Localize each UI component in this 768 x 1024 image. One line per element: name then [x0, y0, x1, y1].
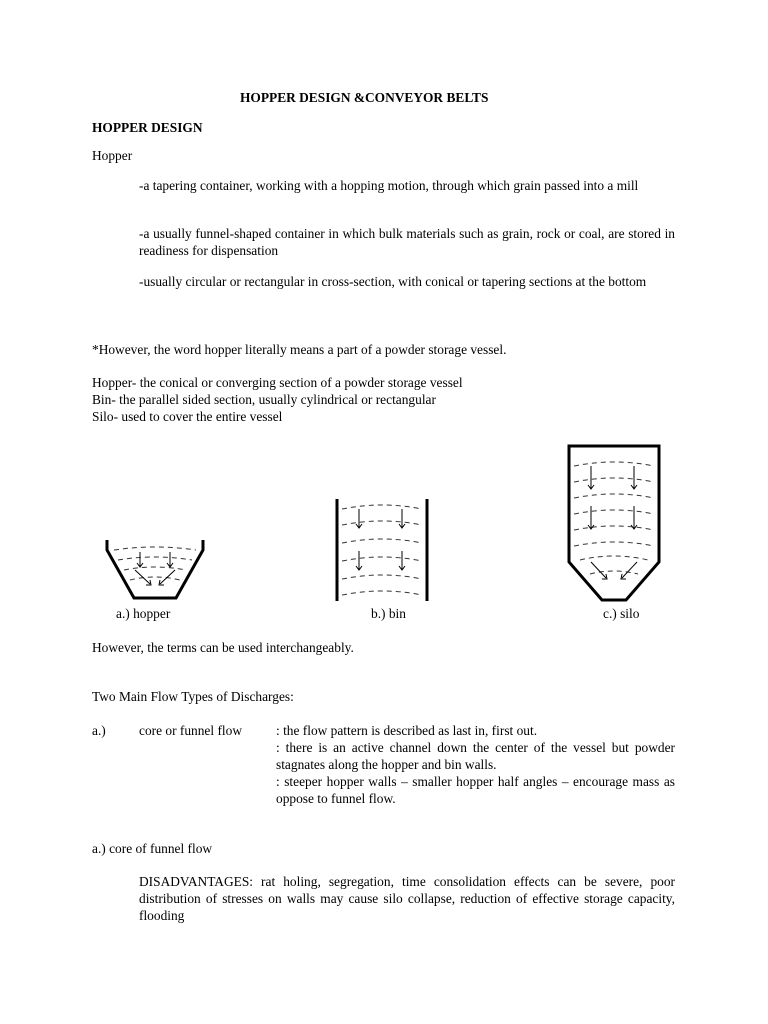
definition-3: -usually circular or rectangular in cross-section, with conical or tapering sections at the bottom	[139, 274, 647, 289]
hopper-label: Hopper	[92, 148, 133, 163]
disadvantages-paragraph: DISADVANTAGES: rat holing, segregation, time consolidation effects can be severe, poor distribution of stresses on walls may cause silo collapse, reduction of effective storage capacity, flooding	[139, 874, 675, 923]
definition-2: -a usually funnel-shaped container in which bulk materials such as grain, rock or coal, are stored in readiness for dispensation	[139, 226, 675, 258]
however-note: *However, the word hopper literally means a part of a powder storage vessel.	[92, 342, 507, 357]
term-hopper: Hopper- the conical or converging section of a powder storage vessel	[92, 375, 463, 390]
interchangeable-note: However, the terms can be used interchangeably.	[92, 640, 354, 655]
bin-figure	[334, 497, 430, 603]
flow-item-name: core or funnel flow	[139, 723, 242, 738]
page-title: HOPPER DESIGN &CONVEYOR BELTS	[240, 90, 489, 105]
definition-1: -a tapering container, working with a hopping motion, through which grain passed into a mill	[139, 178, 639, 193]
silo-figure	[564, 444, 664, 604]
flow-types-heading: Two Main Flow Types of Discharges:	[92, 689, 294, 704]
section-heading: HOPPER DESIGN	[92, 120, 203, 135]
flow-item-marker: a.)	[92, 723, 106, 738]
caption-bin: b.) bin	[371, 606, 406, 621]
flow-point-3: : steeper hopper walls – smaller hopper half angles – encourage mass as oppose to funnel flow.	[276, 774, 675, 806]
caption-silo: c.) silo	[603, 606, 640, 621]
term-bin: Bin- the parallel sided section, usually cylindrical or rectangular	[92, 392, 436, 407]
hopper-figure	[100, 538, 210, 602]
core-flow-heading: a.) core of funnel flow	[92, 841, 213, 856]
term-silo: Silo- used to cover the entire vessel	[92, 409, 283, 424]
caption-hopper: a.) hopper	[116, 606, 171, 621]
flow-point-1: : the flow pattern is described as last in, first out.	[276, 723, 538, 738]
flow-point-2: : there is an active channel down the center of the vessel but powder stagnates along the hopper and bin walls.	[276, 740, 675, 772]
